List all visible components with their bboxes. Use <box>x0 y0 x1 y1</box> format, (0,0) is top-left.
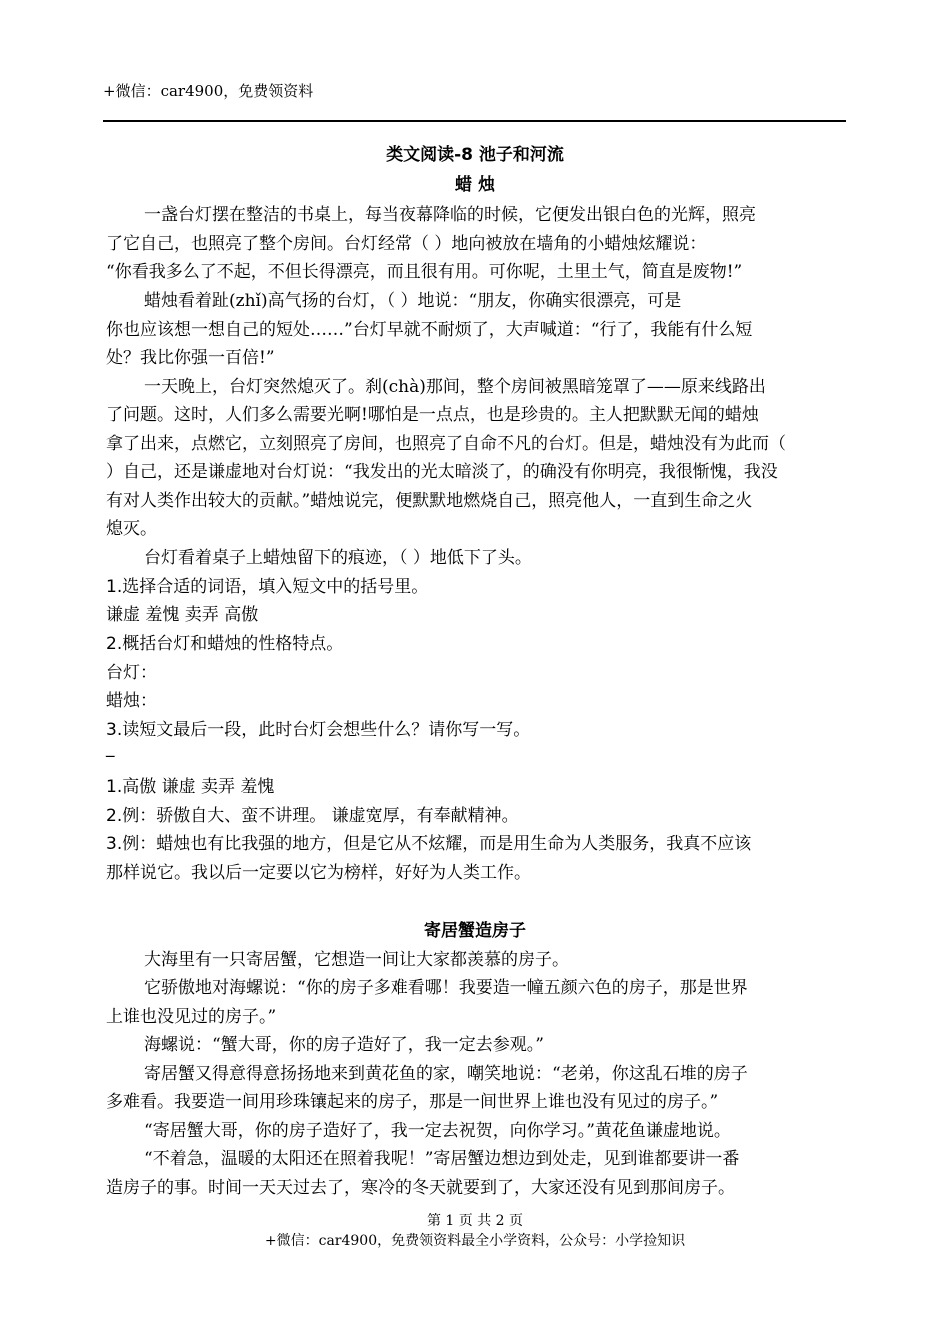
paragraph-line: 大海里有一只寄居蟹，它想造一间让大家都羡慕的房子。 <box>144 950 569 970</box>
answer-blank: _ <box>106 738 115 758</box>
header-divider <box>103 120 846 122</box>
paragraph-line: 拿了出来，点燃它，立刻照亮了房间，也照亮了自命不凡的台灯。但是，蜡烛没有为此而（ <box>106 434 786 454</box>
section-title-2: 寄居蟹造房子 <box>424 921 526 941</box>
paragraph-line: 你也应该想一想自己的短处……”台灯早就不耐烦了，大声喊道：“行了，我能有什么短 <box>106 320 753 340</box>
header-note: +微信：car4900，免费领资料 <box>103 82 314 100</box>
answer-label-lamp: 台灯： <box>106 663 157 683</box>
paragraph-line: 造房子的事。时间一天天过去了，寒冷的冬天就要到了，大家还没有见到那间房子。 <box>106 1178 735 1198</box>
paragraph-line: 了问题。这时，人们多么需要光啊!哪怕是一点点，也是珍贵的。主人把默默无闻的蜡烛 <box>106 405 759 425</box>
paragraph-line: 上谁也没见过的房子。” <box>106 1007 277 1027</box>
answer-3: 3.例：蜡烛也有比我强的地方，但是它从不炫耀，而是用生命为人类服务，我真不应该 <box>106 834 752 854</box>
answer-1: 1.高傲 谦虚 卖弄 羞愧 <box>106 777 275 797</box>
word-choices: 谦虚 羞愧 卖弄 高傲 <box>106 605 259 625</box>
paragraph-line: 海螺说：“蟹大哥，你的房子造好了，我一定去参观。” <box>144 1035 544 1055</box>
paragraph-line: “你看我多么了不起，不但长得漂亮，而且很有用。可你呢，土里土气，简直是废物!” <box>106 262 743 282</box>
question-3: 3.读短文最后一段，此时台灯会想些什么？请你写一写。 <box>106 720 531 740</box>
answer-label-candle: 蜡烛： <box>106 691 157 711</box>
answer-2: 2.例：骄傲自大、蛮不讲理。 谦虚宽厚，有奉献精神。 <box>106 806 519 826</box>
paragraph-line: “寄居蟹大哥，你的房子造好了，我一定去祝贺，向你学习。”黄花鱼谦虚地说。 <box>144 1121 731 1141</box>
answer-3-cont: 那样说它。我以后一定要以它为榜样，好好为人类工作。 <box>106 863 531 883</box>
section-title: 类文阅读-8 池子和河流 <box>386 145 564 165</box>
paragraph-line: 台灯看着桌子上蜡烛留下的痕迹，（ ）地低下了头。 <box>144 548 532 568</box>
paragraph-line: 一盏台灯摆在整洁的书桌上，每当夜幕降临的时候，它便发出银白色的光辉，照亮 <box>144 205 756 225</box>
paragraph-line: 有对人类作出较大的贡献。”蜡烛说完，便默默地燃烧自己，照亮他人，一直到生命之火 <box>106 491 753 511</box>
paragraph-line: “不着急，温暖的太阳还在照着我呢！”寄居蟹边想边到处走，见到谁都要讲一番 <box>144 1149 740 1169</box>
paragraph-line: 一天晚上，台灯突然熄灭了。刹(chà)那间，整个房间被黑暗笼罩了——原来线路出 <box>144 377 766 397</box>
paragraph-line: 了它自己，也照亮了整个房间。台灯经常（ ）地向被放在墙角的小蜡烛炫耀说： <box>106 234 707 254</box>
paragraph-line: 处？我比你强一百倍!” <box>106 348 275 368</box>
paragraph-line: 多难看。我要造一间用珍珠镶起来的房子，那是一间世界上谁也没有见过的房子。” <box>106 1092 719 1112</box>
page-number: 第 1 页 共 2 页 <box>426 1213 524 1229</box>
footer-note: +微信：car4900，免费领资料最全小学资料，公众号：小学捡知识 <box>264 1233 686 1249</box>
paragraph-line: 寄居蟹又得意得意扬扬地来到黄花鱼的家，嘲笑地说：“老弟，你这乱石堆的房子 <box>144 1064 748 1084</box>
story-title: 蜡 烛 <box>455 175 495 195</box>
paragraph-line: 它骄傲地对海螺说：“你的房子多难看哪！我要造一幢五颜六色的房子，那是世界 <box>144 978 748 998</box>
question-1: 1.选择合适的词语，填入短文中的括号里。 <box>106 577 429 597</box>
paragraph-line: ）自己，还是谦虚地对台灯说：“我发出的光太暗淡了，的确没有你明亮，我很惭愧，我没 <box>106 462 778 482</box>
paragraph-line: 蜡烛看着趾(zhǐ)高气扬的台灯，（ ）地说：“朋友，你确实很漂亮，可是 <box>144 291 682 311</box>
paragraph-line: 熄灭。 <box>106 519 157 539</box>
question-2: 2.概括台灯和蜡烛的性格特点。 <box>106 634 344 654</box>
